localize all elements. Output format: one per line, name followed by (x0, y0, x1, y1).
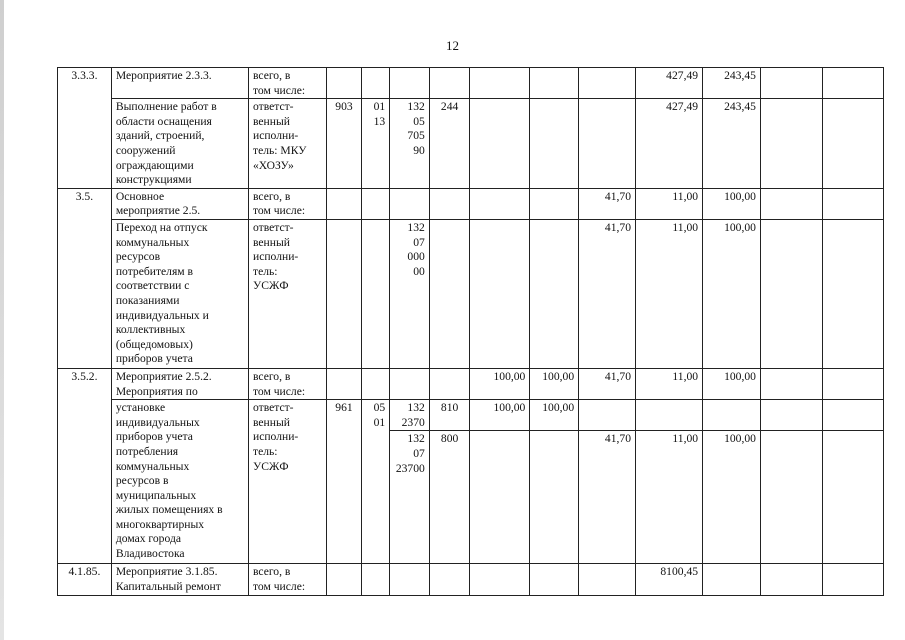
value-cell (579, 99, 636, 189)
value-cell (822, 68, 883, 99)
value-cell (530, 99, 579, 189)
rz-cell (361, 368, 389, 399)
measure-title: Основное мероприятие 2.5. (111, 188, 248, 219)
vr-cell: 800 (429, 431, 470, 564)
value-cell (760, 431, 822, 564)
responsible-cell: ответст- венный исполни- тель: УСЖФ (249, 219, 327, 368)
row-index: 3.5. (58, 188, 112, 368)
grbs-cell (327, 188, 362, 219)
table-row (58, 188, 884, 219)
rz-cell (361, 188, 389, 219)
table-row (58, 400, 884, 431)
vr-cell (429, 368, 470, 399)
responsible-cell: всего, в том числе: (249, 188, 327, 219)
csr-cell: 132 2370 (390, 400, 430, 431)
table-row (58, 99, 884, 189)
vr-cell (429, 188, 470, 219)
value-cell (470, 431, 530, 564)
responsible-cell: ответст- венный исполни- тель: МКУ «ХОЗУ» (249, 99, 327, 189)
measure-title: Мероприятие 2.3.3. (111, 68, 248, 99)
value-cell (530, 431, 579, 564)
value-cell (530, 219, 579, 368)
value-cell (822, 99, 883, 189)
value-cell (760, 99, 822, 189)
value-cell: 100,00 (703, 188, 761, 219)
grbs-cell: 961 (327, 400, 362, 564)
responsible-cell: всего, в том числе: (249, 68, 327, 99)
value-cell (822, 188, 883, 219)
value-cell: 427,49 (636, 99, 703, 189)
value-cell: 11,00 (636, 368, 703, 399)
measure-description: установке индивидуальных приборов учета потребления коммунальных ресурсов в муниципальных жилых помещениях в многоквартирных домах города Владивостока (111, 400, 248, 564)
value-cell (822, 219, 883, 368)
csr-cell: 132 05 705 90 (390, 99, 430, 189)
value-cell (760, 400, 822, 431)
budget-table (57, 67, 884, 596)
responsible-cell: ответст- венный исполни- тель: УСЖФ (249, 400, 327, 564)
row-index: 3.3.3. (58, 68, 112, 189)
grbs-cell (327, 368, 362, 399)
value-cell (760, 564, 822, 595)
value-cell (703, 400, 761, 431)
value-cell (636, 400, 703, 431)
grbs-cell: 903 (327, 99, 362, 189)
value-cell (822, 400, 883, 431)
page-number: 12 (446, 38, 459, 53)
rz-cell (361, 564, 389, 595)
value-cell: 11,00 (636, 431, 703, 564)
value-cell: 11,00 (636, 188, 703, 219)
vr-cell: 810 (429, 400, 470, 431)
vr-cell (429, 219, 470, 368)
grbs-cell (327, 564, 362, 595)
value-cell: 41,70 (579, 368, 636, 399)
value-cell: 100,00 (530, 400, 579, 431)
value-cell: 41,70 (579, 431, 636, 564)
grbs-cell (327, 219, 362, 368)
value-cell (760, 68, 822, 99)
value-cell (530, 564, 579, 595)
csr-cell (390, 368, 430, 399)
value-cell (579, 564, 636, 595)
value-cell: 100,00 (530, 368, 579, 399)
value-cell: 11,00 (636, 219, 703, 368)
value-cell (530, 68, 579, 99)
value-cell: 243,45 (703, 68, 761, 99)
value-cell (822, 368, 883, 399)
table-row (58, 368, 884, 399)
table-row (58, 564, 884, 595)
value-cell (470, 188, 530, 219)
value-cell (470, 564, 530, 595)
value-cell: 100,00 (703, 219, 761, 368)
csr-cell: 132 07 23700 (390, 431, 430, 564)
measure-description: Выполнение работ в области оснащения зданий, строений, сооружений ограждающими конструкциями (111, 99, 248, 189)
vr-cell (429, 564, 470, 595)
row-index: 3.5.2. (58, 368, 112, 563)
value-cell: 100,00 (703, 368, 761, 399)
vr-cell: 244 (429, 99, 470, 189)
rz-cell (361, 68, 389, 99)
value-cell (470, 219, 530, 368)
responsible-cell: всего, в том числе: (249, 564, 327, 595)
csr-cell (390, 188, 430, 219)
value-cell: 8100,45 (636, 564, 703, 595)
value-cell: 41,70 (579, 219, 636, 368)
value-cell: 100,00 (703, 431, 761, 564)
value-cell: 427,49 (636, 68, 703, 99)
value-cell (703, 564, 761, 595)
value-cell (530, 188, 579, 219)
responsible-cell: всего, в том числе: (249, 368, 327, 399)
value-cell: 243,45 (703, 99, 761, 189)
measure-description: Переход на отпуск коммунальных ресурсов потребителям в соответствии с показаниями индивидуальных и коллективных (общедомовых) приборов учета (111, 219, 248, 368)
value-cell (822, 431, 883, 564)
measure-title: Мероприятие 2.5.2. Мероприятия по (111, 368, 248, 399)
scan-edge (0, 0, 4, 640)
value-cell (470, 68, 530, 99)
value-cell (822, 564, 883, 595)
table-row (58, 68, 884, 99)
vr-cell (429, 68, 470, 99)
rz-cell: 01 13 (361, 99, 389, 189)
rz-cell: 05 01 (361, 400, 389, 564)
csr-cell (390, 564, 430, 595)
csr-cell (390, 68, 430, 99)
value-cell: 41,70 (579, 188, 636, 219)
value-cell (760, 219, 822, 368)
value-cell (579, 400, 636, 431)
row-index: 4.1.85. (58, 564, 112, 595)
value-cell: 100,00 (470, 400, 530, 431)
csr-cell: 132 07 000 00 (390, 219, 430, 368)
table-row (58, 219, 884, 368)
rz-cell (361, 219, 389, 368)
value-cell (760, 368, 822, 399)
value-cell (579, 68, 636, 99)
value-cell (470, 99, 530, 189)
value-cell: 100,00 (470, 368, 530, 399)
value-cell (760, 188, 822, 219)
grbs-cell (327, 68, 362, 99)
measure-title: Мероприятие 3.1.85. Капитальный ремонт (111, 564, 248, 595)
